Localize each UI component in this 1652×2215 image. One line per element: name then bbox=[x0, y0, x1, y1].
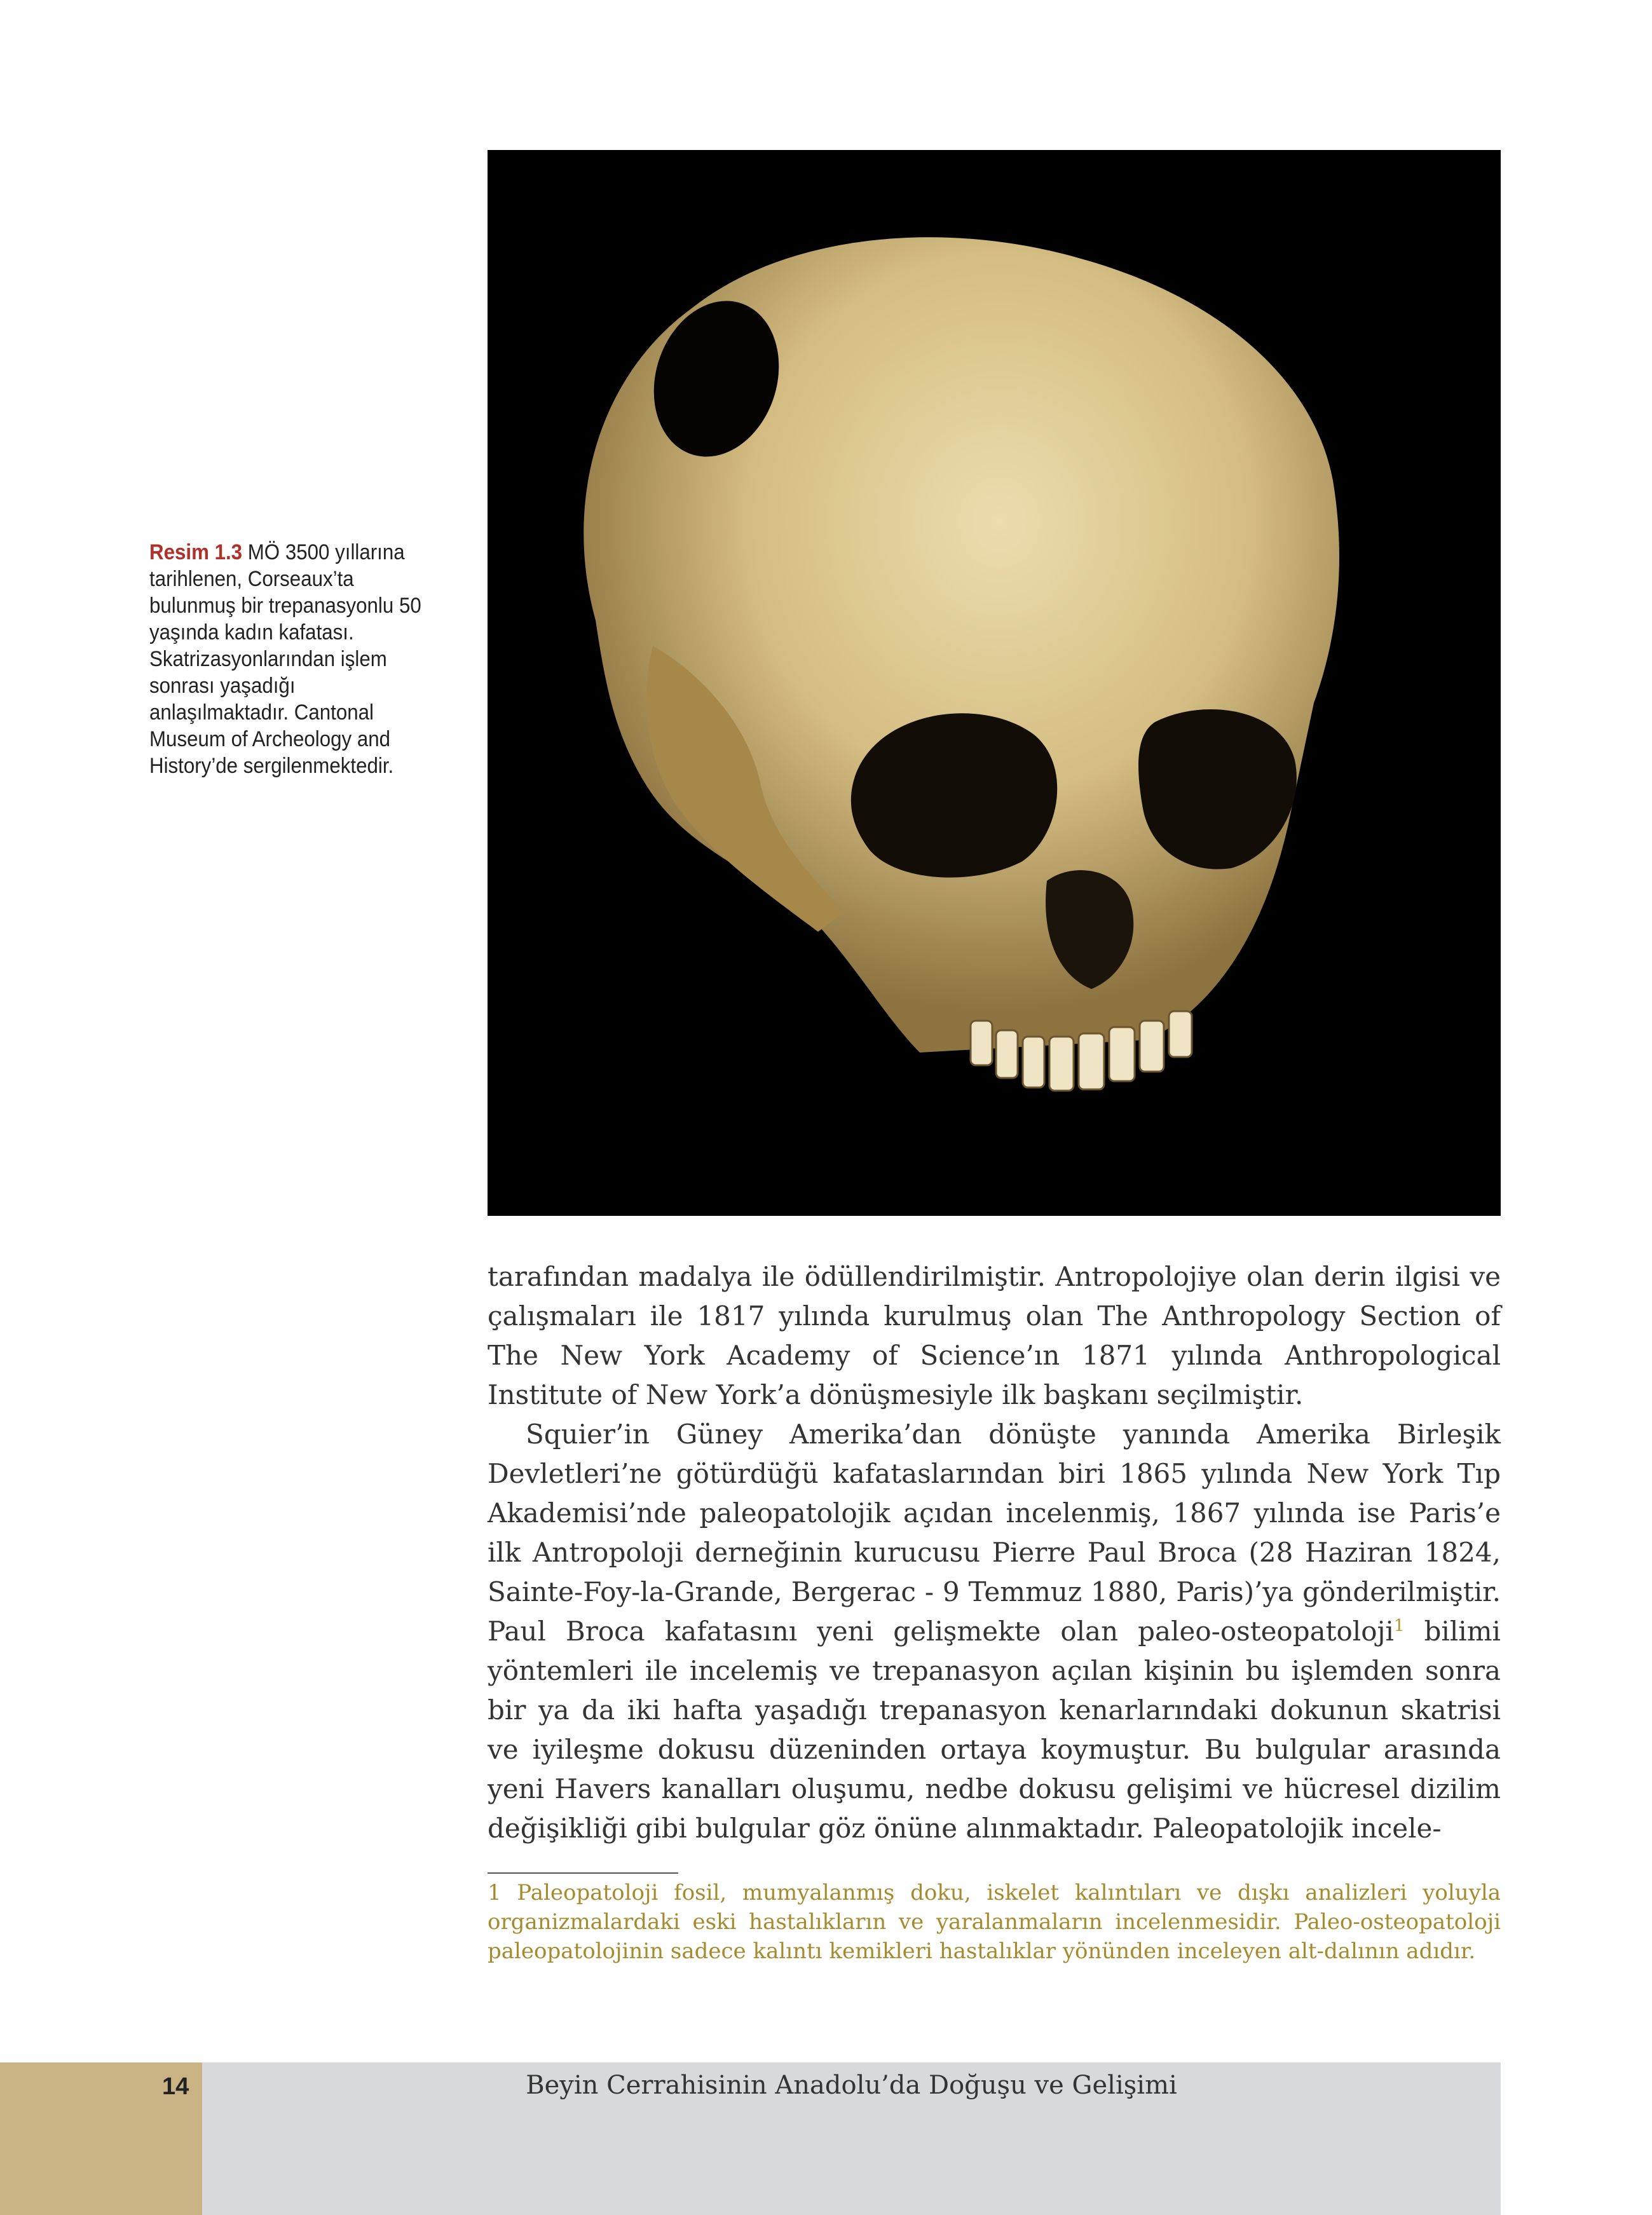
skull-photo bbox=[488, 150, 1501, 1216]
page-number: 14 bbox=[162, 2073, 189, 2100]
footnote: 1 Paleopatoloji fosil, mumyalanmış doku, iskelet kalıntıları ve dışkı analizleri yoluyla organizmalardaki eski hastalıkların ve yaralanmaların incelenmesidir. Paleo-osteopatoloji paleopatolojinin sadece kalıntı kemikleri hastalıklar yönünden inceleyen alt-dalının adıdır. bbox=[488, 1880, 1501, 1964]
footnote-divider bbox=[488, 1872, 678, 1874]
skull-illustration bbox=[488, 150, 1501, 1216]
body-text bbox=[488, 1257, 1501, 1848]
paragraph-2-part-b: bilimi yöntemleri ile incelemiş ve trepanasyon açılan kişinin bu işlemden sonra bir ya da iki hafta yaşadığı trepanasyon kenarlarındaki dokunun skatrisi ve iyileşme dokusu düzeninden ortaya koymuştur. Bu bulgular arasında yeni Havers kanalları oluşumu, nedbe dokusu gelişimi ve hücresel dizilim değişikliği gibi bulgular göz önüne alınmaktadır. Paleopatolojik incele- bbox=[488, 1616, 1501, 1844]
caption-text: MÖ 3500 yıllarına tarihlenen, Corseaux’ta bulunmuş bir trepanasyonlu 50 yaşında kadın kafatası. Skatrizasyonlarından işlem sonrası yaşadığı anlaşılmaktadır. Cantonal Museum of Archeology and History’de sergilenmektedir. bbox=[149, 540, 421, 778]
figure-caption bbox=[149, 539, 424, 779]
running-title: Beyin Cerrahisinin Anadolu’da Doğuşu ve Gelişimi bbox=[526, 2071, 1177, 2100]
paragraph-2-part-a: Squier’in Güney Amerika’dan dönüşte yanında Amerika Birleşik Devletleri’ne götürdüğü kafataslarından biri 1865 yılında New York Tıp Akademisi’nde paleopatolojik açıdan incelenmiş, 1867 yılında ise Paris’e ilk Antropoloji derneğinin kurucusu Pierre Paul Broca (28 Haziran 1824, Sainte-Foy-la-Grande, Bergerac - 9 Temmuz 1880, Paris)’ya gönderilmiştir. Paul Broca kafatasını yeni gelişmekte olan paleo-osteopatoloji bbox=[488, 1419, 1501, 1647]
footnote-reference[interactable]: 1 bbox=[1393, 1616, 1405, 1635]
caption-number: Resim 1.3 bbox=[149, 540, 243, 564]
paragraph-2 bbox=[488, 1415, 1501, 1848]
paragraph-1: tarafından madalya ile ödüllendirilmiştir. Antropolojiye olan derin ilgisi ve çalışmaları ile 1817 yılında kurulmuş olan The Anthropology Section of The New York Academy of Science’ın 1871 yılında Anthropological Institute of New York’a dönüşmesiyle ilk başkanı seçilmiştir. bbox=[488, 1261, 1501, 1410]
